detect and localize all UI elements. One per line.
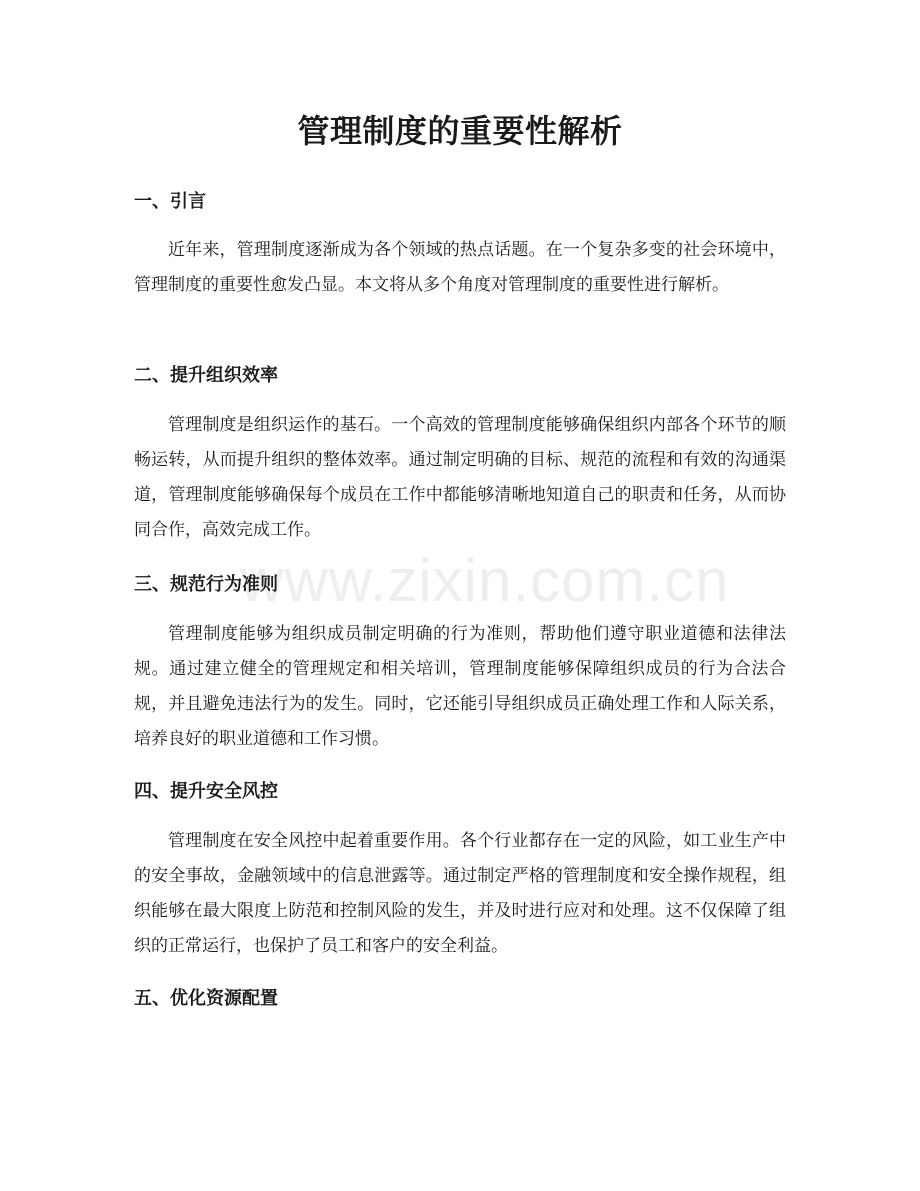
section-paragraph-conduct: 管理制度能够为组织成员制定明确的行为准则，帮助他们遵守职业道德和法律法规。通过建立健全的管理规定和相关培训，管理制度能够保障组织成员的行为合法合规，并且避免违法行为的发生。同时，它还能引导组织成员正确处理工作和人际关系，培养良好的职业道德和工作习惯。 bbox=[134, 624, 786, 749]
section-paragraph-efficiency: 管理制度是组织运作的基石。一个高效的管理制度能够确保组织内部各个环节的顺畅运转，从而提升组织的整体效率。通过制定明确的目标、规范的流程和有效的沟通渠道，管理制度能够确保每个成员在工作中都能够清晰地知道自己的职责和任务，从而协同合作，高效完成工作。 bbox=[134, 415, 786, 540]
document-title: 管理制度的重要性解析 bbox=[297, 112, 623, 150]
section-heading-efficiency: 二、提升组织效率 bbox=[134, 365, 278, 386]
watermark: www.zixin.com.cn bbox=[240, 547, 730, 614]
section-heading-conduct: 三、规范行为准则 bbox=[134, 574, 278, 595]
section-paragraph-safety: 管理制度在安全风控中起着重要作用。各个行业都存在一定的风险，如工业生产中的安全事故，金融领域中的信息泄露等。通过制定严格的管理制度和安全操作规程，组织能够在最大限度上防范和控制风险的发生，并及时进行应对和处理。这不仅保障了组织的正常运行，也保护了员工和客户的安全利益。 bbox=[134, 831, 786, 956]
section-heading-resources: 五、优化资源配置 bbox=[134, 988, 278, 1009]
section-paragraph-introduction: 近年来，管理制度逐渐成为各个领域的热点话题。在一个复杂多变的社会环境中，管理制度的重要性愈发凸显。本文将从多个角度对管理制度的重要性进行解析。 bbox=[134, 240, 786, 295]
section-heading-safety: 四、提升安全风控 bbox=[134, 781, 278, 802]
section-heading-introduction: 一、引言 bbox=[134, 191, 206, 212]
